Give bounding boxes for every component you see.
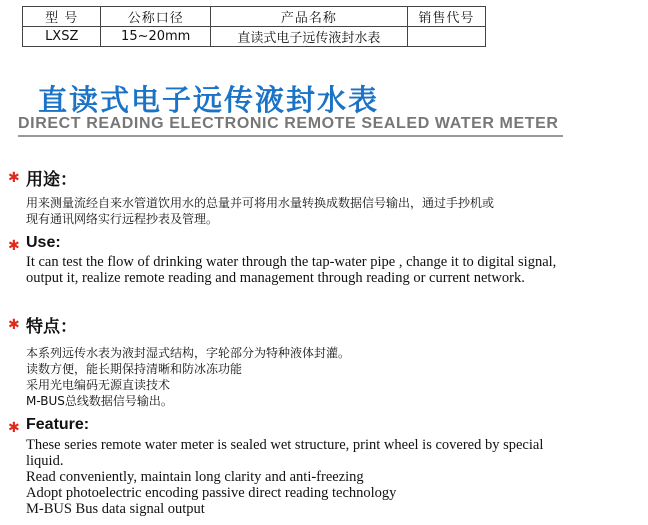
use-cn-body bbox=[26, 195, 494, 227]
use-en-body bbox=[26, 254, 556, 286]
title-divider bbox=[18, 135, 563, 137]
spec-table bbox=[22, 6, 486, 47]
use-cn-line: 现有通讯网络实行远程抄表及管理。 bbox=[26, 212, 219, 226]
cell-model: LXSZ bbox=[23, 27, 101, 47]
use-en-heading: Use: bbox=[26, 234, 61, 251]
feature-cn-heading: 特点： bbox=[26, 317, 77, 337]
product-title-en: DIRECT READING ELECTRONIC REMOTE SEALED WATER METER bbox=[18, 115, 559, 132]
feature-en-line: M-BUS Bus data signal output bbox=[26, 501, 205, 517]
star-bullet-icon: ✱ bbox=[8, 420, 20, 436]
star-bullet-icon: ✱ bbox=[8, 170, 20, 186]
feature-cn-body bbox=[26, 345, 350, 409]
header-caliber: 公称口径 bbox=[101, 7, 211, 27]
product-title-cn: 直读式电子远传液封水表 bbox=[38, 83, 380, 117]
feature-cn-line: M-BUS总线数据信号输出。 bbox=[26, 394, 173, 408]
cell-caliber: 15~20mm bbox=[101, 27, 211, 47]
spec-table-header-row bbox=[23, 7, 486, 27]
header-product-name: 产品名称 bbox=[210, 7, 407, 27]
star-bullet-icon: ✱ bbox=[8, 238, 20, 254]
feature-en-line: These series remote water meter is sealed wet structure, print wheel is covered by special bbox=[26, 437, 544, 453]
header-sales-code: 销售代号 bbox=[407, 7, 485, 27]
use-en-line: It can test the flow of drinking water through the tap-water pipe , change it to digital signal, bbox=[26, 254, 557, 270]
use-cn-heading: 用途： bbox=[26, 170, 77, 190]
feature-en-line: liquid. bbox=[26, 453, 64, 469]
feature-en-heading: Feature: bbox=[26, 416, 90, 433]
cell-product-name: 直读式电子远传液封水表 bbox=[210, 27, 407, 47]
feature-en-body bbox=[26, 437, 543, 517]
spec-table-row bbox=[23, 27, 486, 47]
feature-en-line: Adopt photoelectric encoding passive direct reading technology bbox=[26, 485, 397, 501]
star-bullet-icon: ✱ bbox=[8, 317, 20, 333]
feature-cn-line: 本系列远传水表为液封湿式结构，字轮部分为特种液体封灌。 bbox=[26, 346, 351, 360]
feature-en-line: Read conveniently, maintain long clarity and anti-freezing bbox=[26, 469, 364, 485]
header-model: 型 号 bbox=[23, 7, 101, 27]
feature-cn-line: 采用光电编码无源直读技术 bbox=[26, 378, 171, 392]
cell-sales-code bbox=[407, 27, 485, 47]
use-cn-line: 用来测量流经自来水管道饮用水的总量并可将用水量转换成数据信号输出，通过手抄机或 bbox=[26, 196, 495, 210]
use-en-line: output it, realize remote reading and management through reading or current network. bbox=[26, 270, 525, 286]
feature-cn-line: 读数方便，能长期保持清晰和防冰冻功能 bbox=[26, 362, 243, 376]
